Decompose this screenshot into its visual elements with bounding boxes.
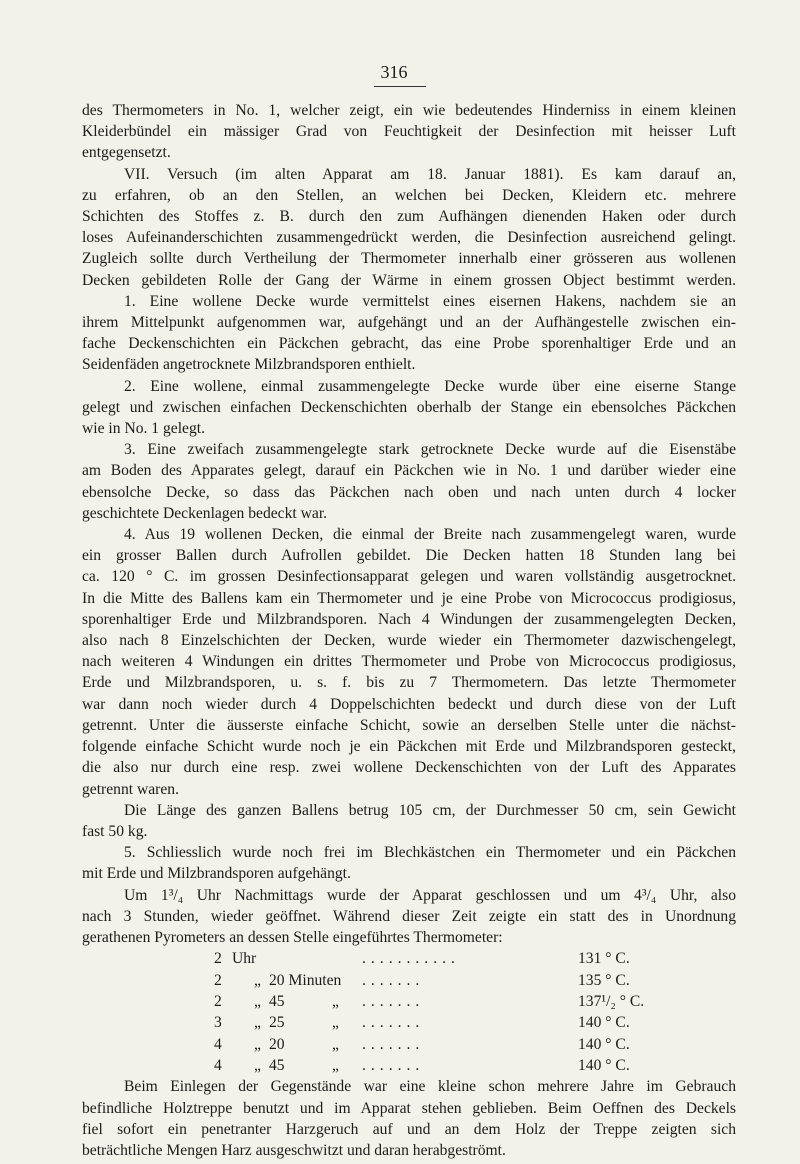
text-line: In die Mitte des Ballens kam ein Thermometer und je eine Probe von Micrococcus prodigiosus,	[82, 589, 736, 607]
table-cell-q2: „	[332, 1014, 339, 1032]
closing-paragraph	[82, 1076, 736, 1161]
text-line: 3. Eine zweifach zusammengelegte stark getrocknete Decke wurde auf die Eisenstäbe	[124, 441, 736, 459]
text-line: Um 1³/₄ Uhr Nachmittags wurde der Apparat geschlossen und um 4³/₄ Uhr, also	[124, 886, 736, 904]
table-cell-dots: ...........	[362, 950, 460, 968]
text-line: befindliche Holztreppe benutzt und im Apparat stehen geblieben. Beim Oeffnen des Deckels	[82, 1099, 736, 1117]
table-cell-q1: „	[254, 992, 261, 1010]
text-line: zu erfahren, ob an den Stellen, an welchen bei Decken, Kleidern etc. mehrere	[82, 186, 736, 204]
table-row	[82, 1055, 736, 1076]
table-cell-dots: .......	[362, 971, 425, 989]
text-line: war dann noch wieder durch 4 Doppelschichten bedeckt und durch diese von der Luft	[82, 695, 736, 713]
table-cell-q1: „	[254, 971, 261, 989]
text-line: beträchtliche Mengen Harz ausgeschwitzt und daran herabgeströmt.	[82, 1142, 506, 1160]
text-line: ein grosser Ballen durch Aufrollen gebildet. Die Decken hatten 18 Stunden lang bei	[82, 547, 736, 565]
table-cell-min: 25	[269, 1014, 285, 1032]
table-cell-dots: .......	[362, 1057, 425, 1075]
table-cell-h: 2	[214, 971, 222, 989]
text-line: ihrem Mittelpunkt aufgenommen war, aufgehängt und an der Aufhängestelle zwischen ein-	[82, 314, 736, 332]
text-line: getrennt waren.	[82, 780, 179, 798]
text-line: nach weiteren 4 Windungen ein drittes Thermometer und Probe von Micrococcus prodigiosus,	[82, 653, 736, 671]
text-line: 1. Eine wollene Decke wurde vermittelst eines eisernen Hakens, nachdem sie an	[124, 292, 736, 310]
text-line: entgegensetzt.	[82, 144, 171, 162]
text-line: getrennt. Unter die äusserste einfache Schicht, sowie an derselben Stelle unter die nächst-	[82, 716, 736, 734]
text-line: wie in No. 1 gelegt.	[82, 420, 205, 438]
table-cell-q1: „	[254, 1057, 261, 1075]
table-cell-h: 4	[214, 1057, 222, 1075]
table-row	[82, 991, 736, 1012]
table-cell-dots: .......	[362, 1014, 425, 1032]
table-cell-q2: „	[332, 1057, 339, 1075]
text-line: die also nur durch eine resp. zwei wollene Deckenschichten von der Luft des Apparates	[82, 759, 736, 777]
table-row	[82, 948, 736, 969]
table-cell-q1: „	[254, 1014, 261, 1032]
text-line: also nach 8 Einzelschichten der Decken, wurde wieder ein Thermometer dazwischengelegt,	[82, 632, 736, 650]
table-cell-q1: „	[254, 1035, 261, 1053]
table-cell-dots: .......	[362, 992, 425, 1010]
text-line: gelegt und zwischen einfachen Deckenschichten oberhalb der Stange ein ebensolches Päckchen	[82, 398, 736, 416]
page-number: 316	[380, 62, 408, 82]
text-line: Die Länge des ganzen Ballens betrug 105 cm, der Durchmesser 50 cm, sein Gewicht	[124, 801, 736, 819]
text-line: loses Aufeinanderschichten zusammengedrückt werden, die Desinfection ausreichend gelingt.	[82, 229, 736, 247]
text-line: gerathenen Pyrometers an dessen Stelle eingeführtes Thermometer:	[82, 928, 503, 946]
table-cell-h: 4	[214, 1035, 222, 1053]
table-cell-min: 45	[269, 1057, 285, 1075]
table-cell-dots: .......	[362, 1035, 425, 1053]
table-row	[82, 1012, 736, 1033]
text-line: Decken gebildeten Rolle der Gang der Wärme in einem grossen Object bestimmt werden.	[82, 271, 736, 289]
text-line: mit Erde und Milzbrandsporen aufgehängt.	[82, 865, 351, 883]
text-line: Beim Einlegen der Gegenstände war eine kleine schon mehrere Jahre im Gebrauch	[124, 1078, 736, 1096]
table-cell-h: 2	[214, 950, 222, 968]
text-line: 4. Aus 19 wollenen Decken, die einmal der Breite nach zusammengelegt waren, wurde	[124, 526, 736, 544]
table-cell-q2: „	[332, 1035, 339, 1053]
text-line: Kleiderbündel ein mässiger Grad von Feuchtigkeit der Desinfection mit heisser Luft	[82, 123, 736, 141]
table-cell-min: 20 Minuten	[269, 971, 342, 989]
text-line: am Boden des Apparates gelegt, darauf ein Päckchen wie in No. 1 und darüber wieder eine	[82, 462, 736, 480]
paragraph-lines	[82, 100, 736, 948]
table-row	[82, 970, 736, 991]
table-cell-min: 45	[269, 992, 285, 1010]
text-line: fache Deckenschichten ein Päckchen gebracht, das eine Probe sporenhaltiger Erde und an	[82, 335, 736, 353]
table-cell-temp: 140 ° C.	[578, 1014, 630, 1032]
table-cell-temp: 140 ° C.	[578, 1035, 630, 1053]
table-cell-min: Uhr	[232, 950, 257, 968]
table-cell-h: 3	[214, 1014, 222, 1032]
text-line: Erde und Milzbrandsporen, u. s. f. bis zu 7 Thermometern. Das letzte Thermometer	[82, 674, 736, 692]
table-cell-h: 2	[214, 992, 222, 1010]
table-row	[82, 1034, 736, 1055]
text-line: 5. Schliesslich wurde noch frei im Blechkästchen ein Thermometer und ein Päckchen	[124, 844, 736, 862]
body-text	[82, 100, 736, 1161]
table-cell-temp: 135 ° C.	[578, 971, 630, 989]
table-cell-temp: 131 ° C.	[578, 950, 630, 968]
text-line: folgende einfache Schicht wurde noch je ein Päckchen mit Erde und Milzbrandsporen gesteckt,	[82, 738, 736, 756]
table-cell-temp: 140 ° C.	[578, 1057, 630, 1075]
text-line: geschichtete Deckenlagen bedeckt war.	[82, 504, 328, 522]
text-line: Zugleich sollte durch Vertheilung der Thermometer innerhalb einer grösseren aus wollenen	[82, 250, 736, 268]
text-line: ca. 120 ° C. im grossen Desinfectionsapparat gelegen und waren vollständig ausgetrocknet.	[82, 568, 736, 586]
text-line: sporenhaltiger Erde und Milzbrandsporen. Nach 4 Windungen der zusammengelegten Decken,	[82, 610, 736, 628]
text-line: VII. Versuch (im alten Apparat am 18. Januar 1881). Es kam darauf an,	[124, 165, 736, 183]
text-line: Schichten des Stoffes z. B. durch den zum Aufhängen dienenden Haken oder durch	[82, 208, 736, 226]
text-line: 2. Eine wollene, einmal zusammengelegte Decke wurde über eine eiserne Stange	[124, 377, 736, 395]
text-line: nach 3 Stunden, wieder geöffnet. Während dieser Zeit zeigte ein statt des in Unordnung	[82, 907, 736, 925]
table-cell-min: 20	[269, 1035, 285, 1053]
text-line: fiel sofort ein penetranter Harzgeruch auf und an dem Holz der Treppe zeigten sich	[82, 1120, 736, 1138]
text-line: des Thermometers in No. 1, welcher zeigt, ein wie bedeutendes Hinderniss in einem kleinen	[82, 102, 736, 119]
text-line: fast 50 kg.	[82, 822, 148, 840]
table-cell-temp: 137¹/₂ ° C.	[578, 992, 645, 1010]
page-number-rule	[374, 86, 426, 87]
text-line: Seidenfäden angetrocknete Milzbrandsporen enthielt.	[82, 356, 416, 374]
text-line: ebensolche Decke, so dass das Päckchen nach oben und nach unten durch 4 locker	[82, 483, 736, 501]
temperature-table	[82, 948, 736, 1076]
table-cell-q2: „	[332, 992, 339, 1010]
